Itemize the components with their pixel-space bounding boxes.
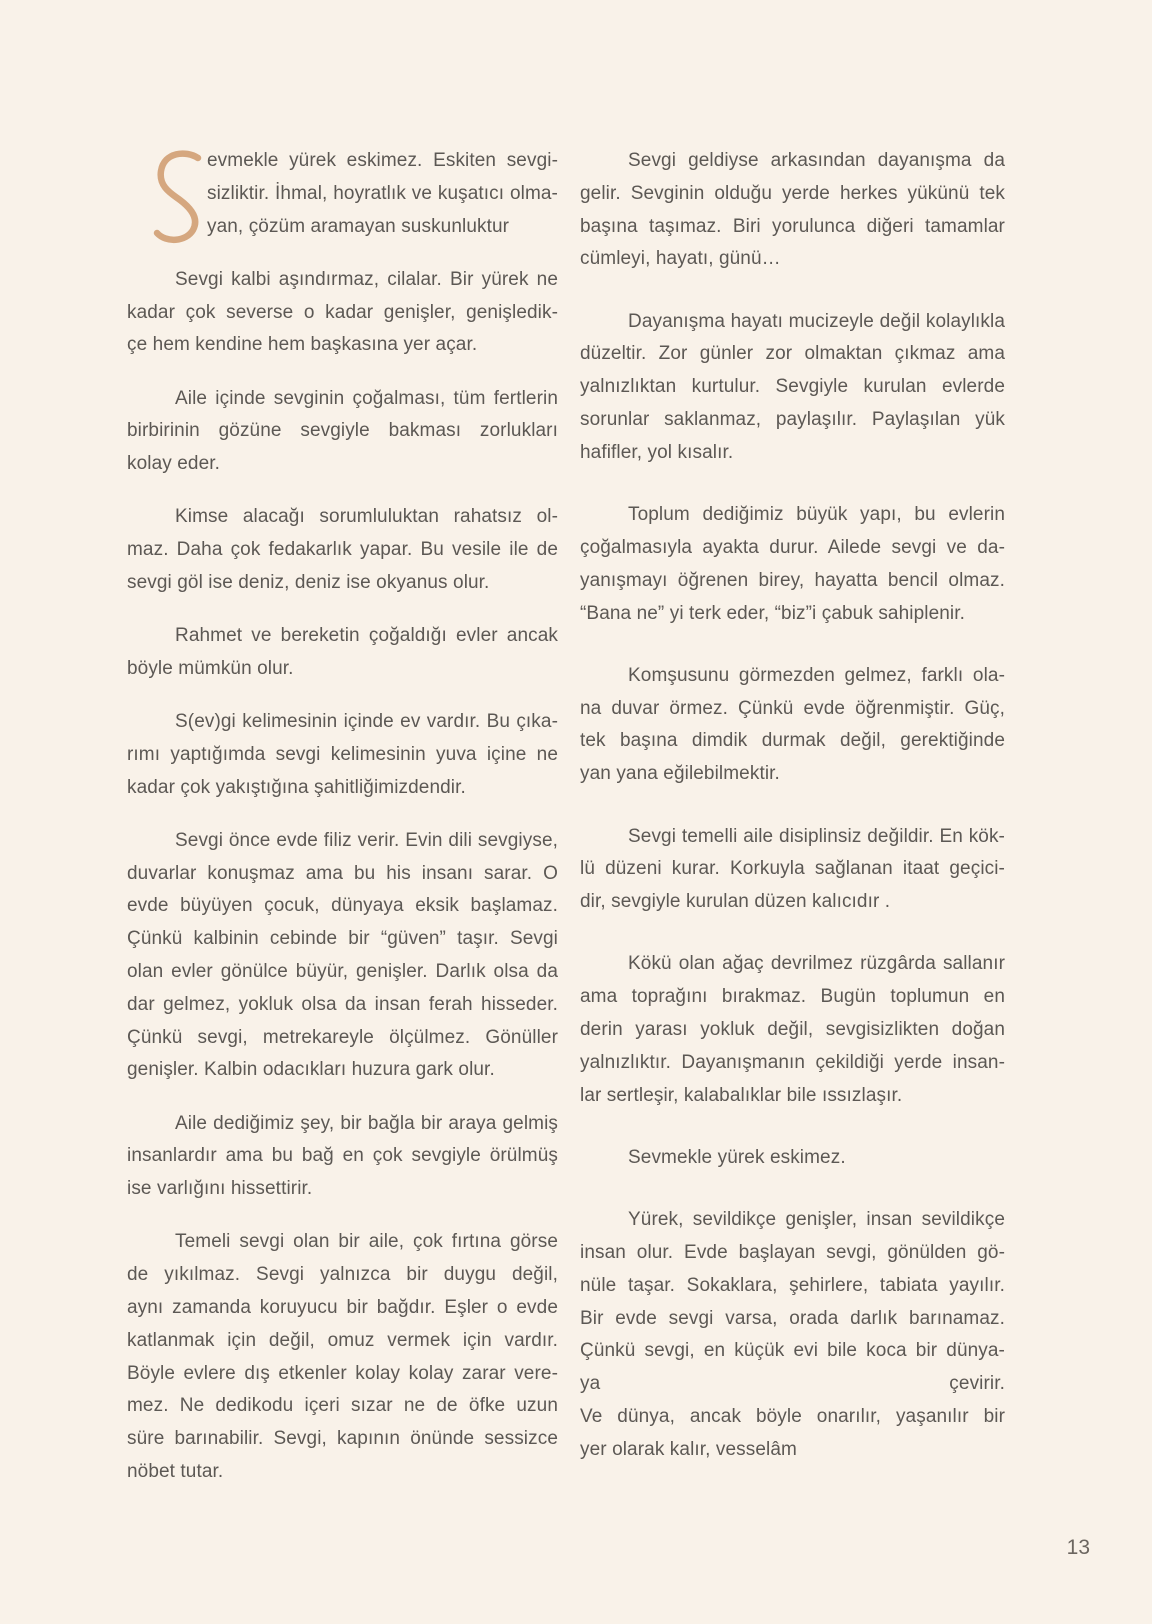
text-line: ya çevirir. <box>580 1373 1005 1395</box>
text-line: ama toprağını bırakmaz. Bugün toplumun en <box>580 986 1005 1008</box>
paragraph <box>127 706 558 804</box>
text-line: Çünkü sevgi, metrekareyle ölçülmez. Gönüller <box>127 1026 558 1048</box>
text-line: sevgi göl ise deniz, deniz ise okyanus olur. <box>127 571 490 593</box>
text-line: yalnızlıktır. Dayanışmanın çekildiği yerde insan- <box>580 1051 1005 1073</box>
text-line: yan, çözüm aramayan suskunluktur <box>207 215 510 237</box>
text-line: duvarlar konuşmaz ama bu his insanı sarar. O <box>127 862 558 884</box>
text-line: maz. Daha çok fedakarlık yapar. Bu vesile ile de <box>127 539 558 561</box>
text-line: lü düzeni kurar. Korkuyla sağlanan itaat geçici- <box>580 858 1005 880</box>
text-line: Kökü olan ağaç devrilmez rüzgârda sallanır <box>628 953 1005 975</box>
text-line: çoğalmasıyla ayakta durur. Ailede sevgi ve da- <box>580 536 1005 558</box>
text-line: aynı zamanda koruyucu bir bağdır. Eşler o evde <box>127 1297 558 1319</box>
text-line: sorunlar saklanmaz, paylaşılır. Paylaşılan yük <box>580 409 1005 431</box>
text-line: katlanmak için değil, omuz vermek için vardır. <box>127 1329 558 1351</box>
text-line: dir, sevgiyle kurulan düzen kalıcıdır . <box>580 891 891 913</box>
right-column <box>580 145 1005 1467</box>
text-line: çe hem kendine hem başkasına yer açar. <box>127 334 478 356</box>
paragraph <box>127 501 558 599</box>
text-line: sizliktir. İhmal, hoyratlık ve kuşatıcı olma- <box>207 182 558 204</box>
text-line: Toplum dediğimiz büyük yapı, bu evlerin <box>628 504 1005 526</box>
text-line: Sevgi temelli aile disiplinsiz değildir. En kök- <box>628 825 1005 847</box>
text-line: kolay eder. <box>127 453 220 475</box>
text-line: Sevgi önce evde filiz verir. Evin dili sevgiyse, <box>175 829 558 851</box>
text-line: süre barınabilir. Sevgi, kapının önünde sessizce <box>127 1428 558 1450</box>
text-line: gelir. Sevginin olduğu yerde herkes yükünü tek <box>580 182 1005 204</box>
text-line: birbirinin gözüne sevgiyle bakması zorlukları <box>127 420 558 442</box>
left-column <box>127 145 558 1489</box>
paragraph <box>127 264 558 362</box>
text-line: S(ev)gi kelimesinin içinde ev vardır. Bu çıka- <box>175 711 558 733</box>
text-line: derin yarası yokluk değil, sevgisizlikten doğan <box>580 1019 1005 1041</box>
paragraph <box>580 821 1005 919</box>
text-line: böyle mümkün olur. <box>127 657 294 679</box>
paragraph <box>580 948 1005 1112</box>
text-line: düzeltir. Zor günler zor olmaktan çıkmaz ama <box>580 343 1005 365</box>
text-line: Temeli sevgi olan bir aile, çok fırtına görse <box>175 1231 558 1253</box>
text-line: yanışmayı öğrenen birey, hayatta bencil olmaz. <box>580 569 1005 591</box>
text-line: lar sertleşir, kalabalıklar bile ıssızlaşır. <box>580 1084 903 1106</box>
text-line: nüle taşar. Sokaklara, şehirlere, tabiata yayılır. <box>580 1274 1005 1296</box>
dropcap-letter-s <box>152 149 204 244</box>
text-line: Sevgi kalbi aşındırmaz, cilalar. Bir yürek ne <box>175 268 558 290</box>
paragraph <box>580 306 1005 470</box>
paragraph <box>127 825 558 1087</box>
text-line: mez. Ne dedikodu içeri sızar ne de öfke uzun <box>127 1395 558 1417</box>
paragraph <box>580 1142 1005 1175</box>
text-line: tek başına dimdik durmak değil, gerektiğinde <box>580 730 1005 752</box>
text-line: Komşusunu görmezden gelmez, farklı ola- <box>628 664 1005 686</box>
paragraph <box>127 1226 558 1488</box>
text-line: Çünkü sevgi, en küçük evi bile koca bir dünya- <box>580 1340 1005 1362</box>
text-line: yan yana eğilebilmektir. <box>580 763 780 785</box>
text-line: rımı yaptığımda sevgi kelimesinin yuva içine ne <box>127 743 558 765</box>
text-line: hafifler, yol kısalır. <box>580 441 734 463</box>
text-line: dar gelmez, yokluk olsa da insan ferah hisseder. <box>127 993 558 1015</box>
text-line: genişler. Kalbin odacıkları huzura gark olur. <box>127 1059 495 1081</box>
text-line: Yürek, sevildikçe genişler, insan sevildikçe <box>628 1209 1005 1231</box>
text-line: yalnızlıktan kurtulur. Sevgiyle kurulan evlerde <box>580 376 1005 398</box>
paragraph <box>127 1108 558 1206</box>
text-line: evmekle yürek eskimez. Eskiten sevgi- <box>207 150 558 171</box>
text-line: “Bana ne” yi terk eder, “biz”i çabuk sahiplenir. <box>580 602 965 624</box>
text-line: evde büyüyen çocuk, dünyaya eksik başlamaz. <box>127 895 558 917</box>
text-line: na duvar örmez. Çünkü evde öğrenmiştir. Güç, <box>580 697 1005 719</box>
text-line: Rahmet ve bereketin çoğaldığı evler ancak <box>175 625 558 647</box>
text-line: Kimse alacağı sorumluluktan rahatsız ol- <box>175 506 558 528</box>
text-line: insanlardır ama bu bağ en çok sevgiyle örülmüş <box>127 1145 558 1167</box>
text-line: olan evler gönülce büyür, genişler. Darlık olsa da <box>127 961 558 983</box>
text-line: kadar çok yakıştığına şahitliğimizdendir. <box>127 776 466 798</box>
text-line: başına taşımaz. Biri yorulunca diğeri tamamlar <box>580 215 1005 237</box>
text-line: Böyle evlere dış etkenler kolay kolay zarar vere- <box>127 1362 558 1384</box>
text-line: de yıkılmaz. Sevgi yalnızca bir duygu değil, <box>127 1264 558 1286</box>
paragraph <box>580 1204 1005 1466</box>
text-line: Aile dediğimiz şey, bir bağla bir araya gelmiş <box>175 1112 558 1134</box>
text-line: kadar çok severse o kadar genişler, genişledik- <box>127 301 558 323</box>
dropcap-s-glyph <box>152 149 204 244</box>
text-line: yer olarak kalır, vesselâm <box>580 1438 797 1460</box>
text-line: Ve dünya, ancak böyle onarılır, yaşanılır bir <box>580 1406 1005 1427</box>
text-line: ise varlığını hissettirir. <box>127 1178 313 1200</box>
paragraph <box>580 145 1005 276</box>
paragraph <box>127 383 558 481</box>
text-line: nöbet tutar. <box>127 1461 224 1483</box>
page-number: 13 <box>1066 1536 1090 1559</box>
text-line: Aile içinde sevginin çoğalması, tüm fertlerin <box>175 387 558 409</box>
text-line: Dayanışma hayatı mucizeyle değil kolaylıkla <box>628 310 1005 332</box>
text-line: insan olur. Evde başlayan sevgi, gönülden gö- <box>580 1242 1005 1264</box>
text-line: Çünkü kalbinin cebinde bir “güven” taşır. Sevgi <box>127 928 558 950</box>
paragraph <box>580 499 1005 630</box>
text-line: cümleyi, hayatı, günü… <box>580 248 781 270</box>
text-line: Sevgi geldiyse arkasından dayanışma da <box>628 150 1005 171</box>
text-line: Sevmekle yürek eskimez. <box>628 1146 846 1168</box>
text-line: Bir evde sevgi varsa, orada darlık barınamaz. <box>580 1307 1005 1329</box>
paragraph <box>580 660 1005 791</box>
paragraph <box>127 620 558 686</box>
